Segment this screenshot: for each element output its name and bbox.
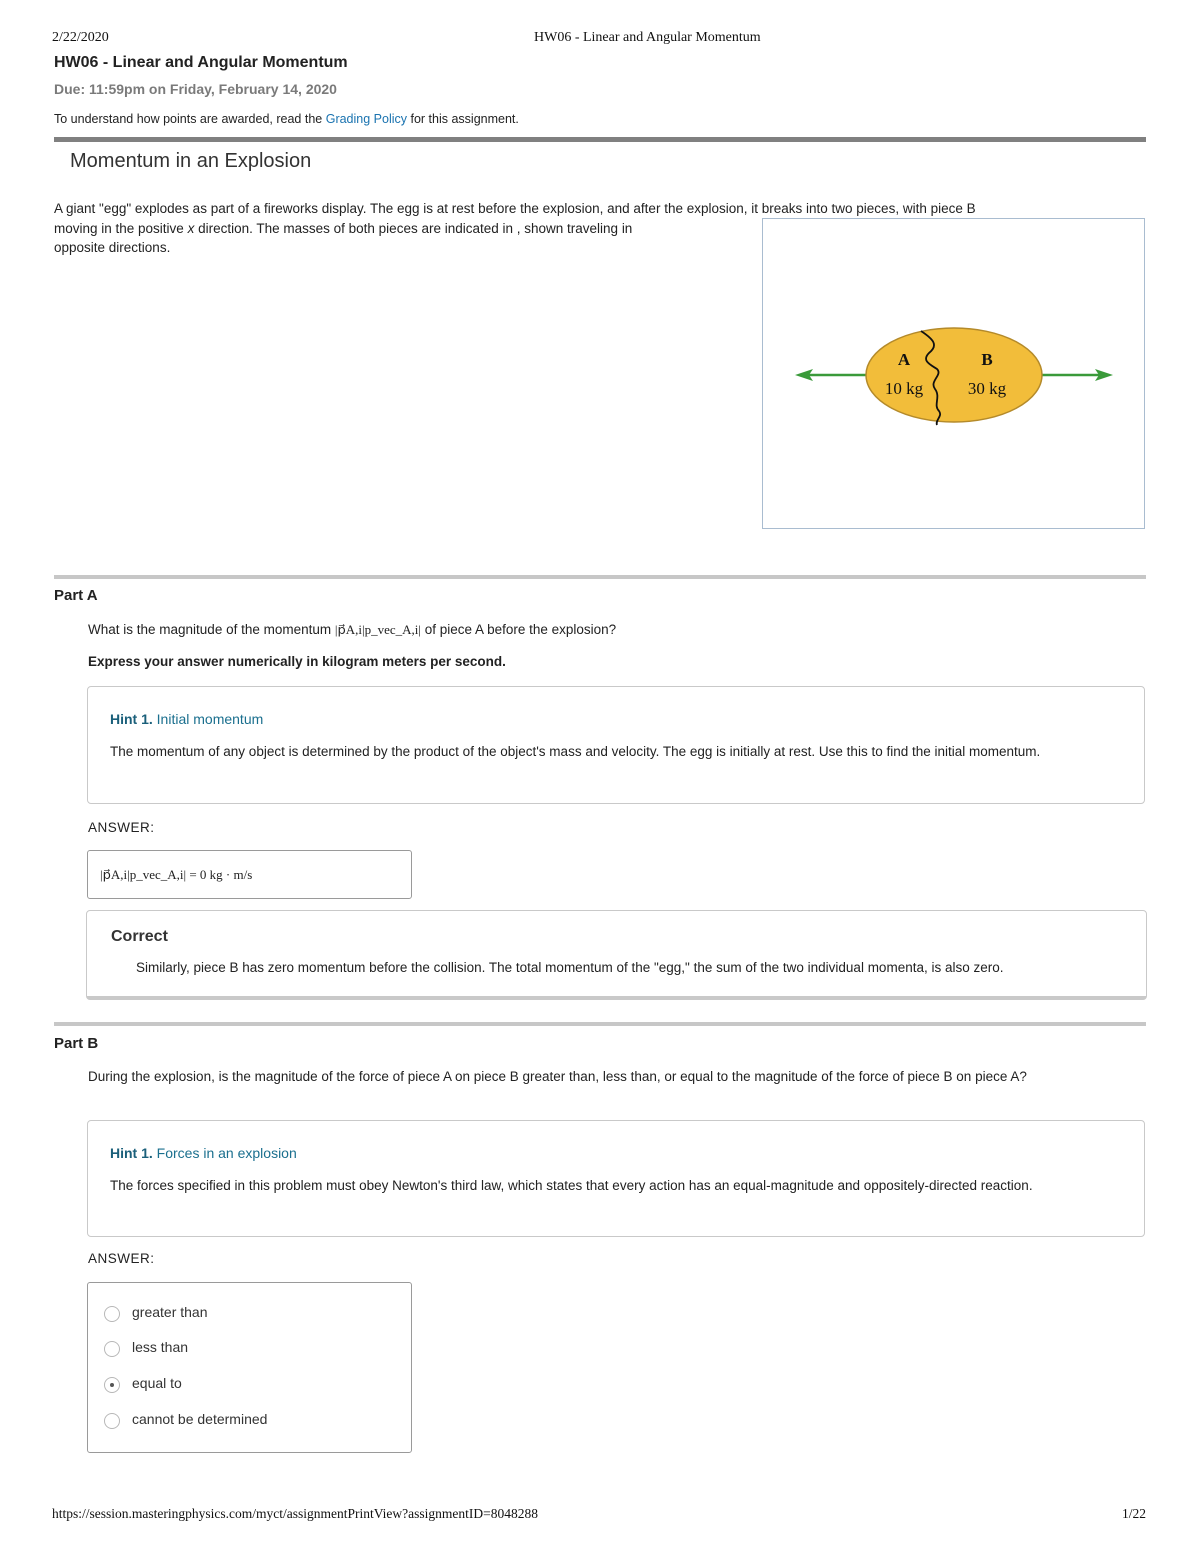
choice-label: cannot be determined bbox=[132, 1411, 268, 1427]
feedback-body: Similarly, piece B has zero momentum before the collision. The total momentum of the "egg," the sum of the two individual momenta, is also zero. bbox=[136, 960, 1004, 975]
hint-number: Hint 1. bbox=[110, 711, 153, 727]
piece-a-mass: 10 kg bbox=[884, 379, 924, 398]
problem-text-line-2: moving in the positive x direction. The masses of both pieces are indicated in , shown traveling in bbox=[54, 220, 633, 236]
grading-policy-link[interactable]: Grading Policy bbox=[325, 112, 408, 126]
page-number: 1/22 bbox=[1121, 1506, 1146, 1521]
choice-label: equal to bbox=[132, 1375, 182, 1391]
piece-b-mass: 30 kg bbox=[967, 379, 1007, 398]
piece-b-label: B bbox=[981, 350, 993, 369]
grading-policy-line bbox=[54, 112, 519, 126]
part-a-question: What is the magnitude of the momentum |p⃗A,i|p_vec_A,i| of piece A before the explosion? bbox=[88, 622, 617, 637]
part-b-answer-label: ANSWER: bbox=[88, 1251, 155, 1266]
problem-divider bbox=[54, 137, 1146, 142]
problem-text-line-3: opposite directions. bbox=[54, 240, 171, 255]
choice-label: greater than bbox=[132, 1304, 208, 1320]
piece-a-label: A bbox=[897, 350, 911, 369]
hint-title-text: Forces in an explosion bbox=[156, 1145, 297, 1161]
part-a-label: Part A bbox=[54, 587, 98, 604]
part-b-divider bbox=[54, 1022, 1146, 1026]
hint-title[interactable] bbox=[110, 711, 263, 727]
egg-shape bbox=[866, 328, 1042, 422]
part-a-divider bbox=[54, 575, 1146, 579]
due-date: Due: 11:59pm on Friday, February 14, 2020 bbox=[54, 81, 337, 97]
print-date: 2/22/2020 bbox=[52, 30, 109, 45]
radio-button[interactable] bbox=[104, 1341, 120, 1357]
momentum-symbol: |p⃗A,i|p_vec_A,i| bbox=[334, 622, 421, 637]
print-page-title: HW06 - Linear and Angular Momentum bbox=[534, 30, 761, 45]
hint-title-text: Initial momentum bbox=[156, 711, 264, 727]
grading-suffix: for this assignment. bbox=[410, 112, 519, 126]
egg-diagram bbox=[763, 219, 1146, 530]
print-header bbox=[52, 30, 1148, 50]
hint-title[interactable] bbox=[110, 1145, 297, 1161]
hint-body: The forces specified in this problem must obey Newton's third law, which states that every action has an equal-magnitude and oppositely-directed reaction. bbox=[110, 1178, 1033, 1193]
radio-button[interactable] bbox=[104, 1413, 120, 1429]
part-a-instruction: Express your answer numerically in kilogram meters per second. bbox=[88, 654, 506, 669]
feedback-title: Correct bbox=[111, 928, 168, 945]
part-b-choices bbox=[87, 1282, 412, 1453]
answer-expression: |p⃗A,i|p_vec_A,i| = 0 kg · m/s bbox=[100, 867, 253, 882]
problem-title: Momentum in an Explosion bbox=[70, 150, 312, 172]
hint-number: Hint 1. bbox=[110, 1145, 153, 1161]
part-b-question: During the explosion, is the magnitude of the force of piece A on piece B greater than, less than, or equal to the magnitude of the force of piece B on piece A? bbox=[88, 1069, 1027, 1084]
hint-body: The momentum of any object is determined by the product of the object's mass and velocity. The egg is initially at rest. Use this to find the initial momentum. bbox=[110, 744, 1041, 759]
problem-text-line-1: A giant "egg" explodes as part of a fireworks display. The egg is at rest before the explosion, and after the explosion, it breaks into two pieces, with piece B bbox=[54, 201, 976, 216]
part-a-answer-label: ANSWER: bbox=[88, 820, 155, 835]
radio-button[interactable] bbox=[104, 1306, 120, 1322]
grading-prefix: To understand how points are awarded, read the bbox=[54, 112, 323, 126]
choice-label: less than bbox=[132, 1339, 189, 1355]
assignment-title: HW06 - Linear and Angular Momentum bbox=[54, 54, 348, 71]
x-variable: x bbox=[187, 220, 195, 236]
part-a-feedback bbox=[86, 910, 1147, 1000]
explosion-figure bbox=[762, 218, 1145, 529]
part-a-hint[interactable] bbox=[87, 686, 1145, 804]
print-footer bbox=[52, 1506, 1148, 1526]
radio-button-selected[interactable] bbox=[104, 1377, 120, 1393]
part-a-answer-field[interactable] bbox=[87, 850, 412, 899]
part-b-label: Part B bbox=[54, 1035, 99, 1052]
part-b-hint[interactable] bbox=[87, 1120, 1145, 1237]
page-url: https://session.masteringphysics.com/myct/assignmentPrintView?assignmentID=8048288 bbox=[52, 1506, 539, 1521]
